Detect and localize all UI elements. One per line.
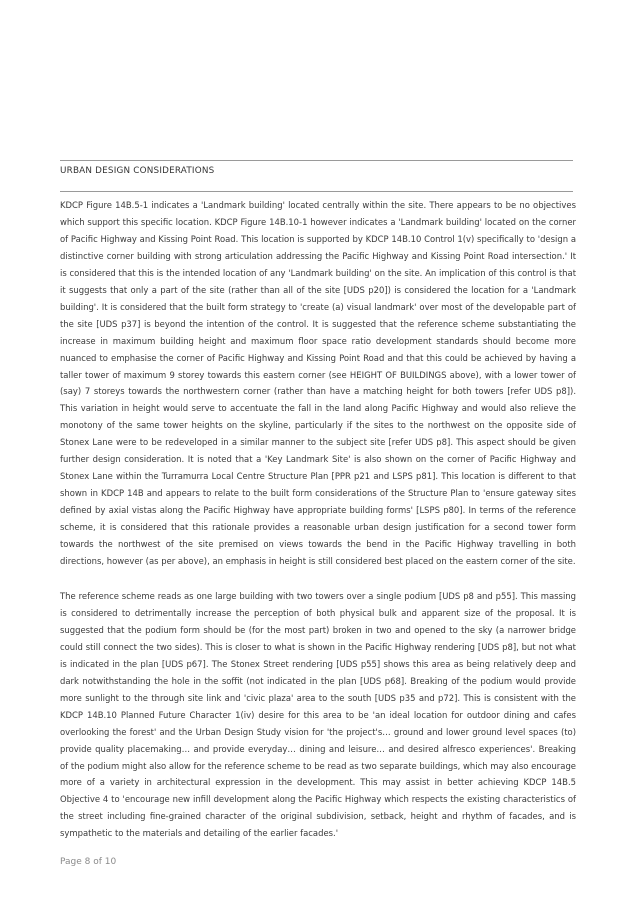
paragraph-landmark-building: KDCP Figure 14B.5-1 indicates a 'Landmark building' located centrally within the site. There appears to be no objectives which support this specific location. KDCP Figure 14B.10-1 however indicates a 'Landmark building' located on the corner of Pacific Highway and Kissing Point Road. This location is supported by KDCP 14B.10 Control 1(v) specifically to 'design a distinctive corner building with strong articulation addressing the Pacific Highway and Kissing Point Road intersection.' It is considered that this is the intended location of any 'Landmark building' on the site. An implication of this control is that it suggests that only a part of the site (rather than all of the site [UDS p20]) is considered the location for a 'Landmark building'. It is considered that the built form strategy to 'create (a) visual landmark' over most of the developable part of the site [UDS p37] is beyond the intention of the control. It is suggested that the reference scheme substantiating the increase in maximum building height and maximum floor space ratio development standards should become more nuanced to emphasise the corner of Pacific Highway and Kissing Point Road and that this could be achieved by having a taller tower of maximum 9 storey towards this eastern corner (see HEIGHT OF BUILDINGS above), with a lower tower of (say) 7 storeys towards the northwestern corner (rather than have a matching height for both towers [refer UDS p8]). This variation in height would serve to accentuate the fall in the land along Pacific Highway and would also relieve the monotony of the same tower heights on the skyline, particularly if the sites to the northwest on the opposite side of Stonex Lane were to be redeveloped in a similar manner to the subject site [refer UDS p8]. This aspect should be given further design consideration. It is noted that a 'Key Landmark Site' is also shown on the corner of Pacific Highway and Stonex Lane within the Turramurra Local Centre Structure Plan [PPR p21 and LSPS p81]. This location is different to that shown in KDCP 14B and appears to relate to the built form considerations of the Structure Plan to 'ensure gateway sites defined by axial vistas along the Pacific Highway have appropriate building forms' [LSPS p80]. In terms of the reference scheme, it is considered that this rationale provides a reasonable urban design justification for a second tower form towards the northwest of the site premised on views towards the bend in the Pacific Highway travelling in both directions, however (as per above), an emphasis in height is still considered best placed on the eastern corner of the site. <box>60 200 576 567</box>
section-heading: URBAN DESIGN CONSIDERATIONS <box>60 166 215 176</box>
heading-divider <box>60 191 573 192</box>
paragraph-podium-massing: The reference scheme reads as one large building with two towers over a single podium [UDS p8 and p55]. This massing is considered to detrimentally increase the perception of both physical bulk and apparent size of the proposal. It is suggested that the podium form should be (for the most part) broken in two and opened to the sky (a narrower bridge could still connect the two sides). This is closer to what is shown in the Pacific Highway rendering [UDS p8], but not what is indicated in the plan [UDS p67]. The Stonex Street rendering [UDS p55] shows this area as being relatively deep and dark notwithstanding the hole in the soffit (not indicated in the plan [UDS p68]. Breaking of the podium would provide more sunlight to the through site link and 'civic plaza' area to the south [UDS p35 and p72]. This is consistent with the KDCP 14B.10 Planned Future Character 1(iv) desire for this area to be 'an ideal location for outdoor dining and cafes overlooking the forest' and the Urban Design Study vision for 'the project's… ground and lower ground level spaces (to) provide quality placemaking… and provide everyday… dining and leisure… and desired alfresco experiences'. Breaking of the podium might also allow for the reference scheme to be read as two separate buildings, which may also encourage more of a variety in architectural expression in the development. This may assist in better achieving KDCP 14B.5 Objective 4 to 'encourage new infill development along the Pacific Highway which respects the existing characteristics of the street including fine-grained character of the original subdivision, setback, height and rhythm of facades, and is sympathetic to the materials and detailing of the earlier facades.' <box>60 591 576 839</box>
page-number: Page 8 of 10 <box>60 857 117 867</box>
top-divider <box>60 160 573 161</box>
